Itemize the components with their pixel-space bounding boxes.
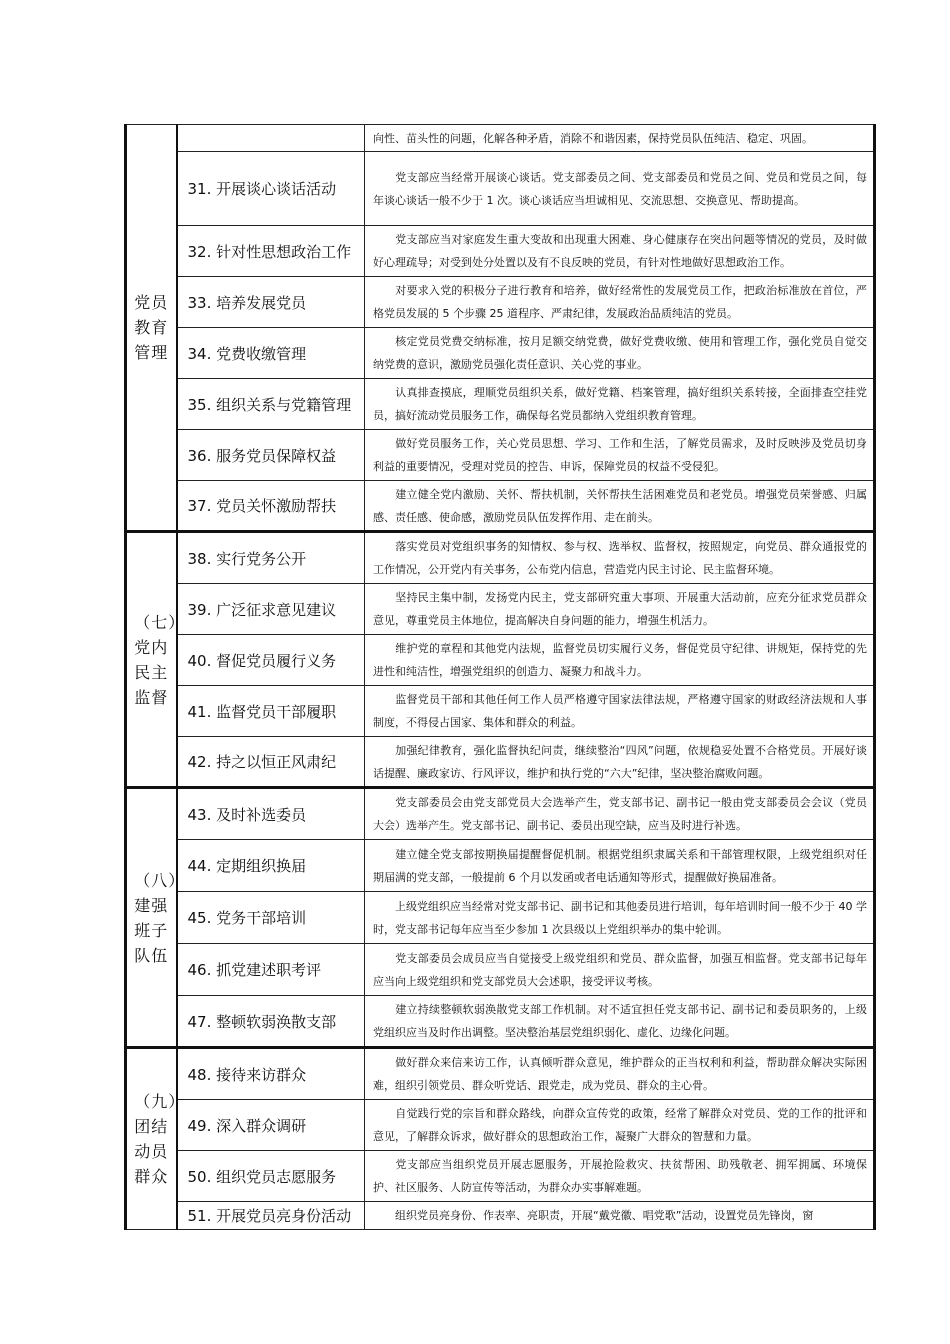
item-description-cell	[365, 1151, 875, 1202]
item-name: 43. 及时补选委员	[187, 805, 307, 824]
category-title: （七）党内民主监督	[134, 612, 186, 707]
item-name: 36. 服务党员保障权益	[187, 446, 337, 465]
table-row	[126, 379, 875, 430]
item-name: 51. 开展党员亮身份活动	[187, 1207, 352, 1225]
item-description-cell	[365, 1100, 875, 1151]
item-name: 46. 抓党建述职考评	[187, 961, 322, 979]
item-name: 49. 深入群众调研	[187, 1116, 307, 1135]
item-description: 党支部应当对家庭发生重大变故和出现重大困难、身心健康存在突出问题等情况的党员，及时做好心理疏导；对受到处分处置以及有不良反映的党员，有针对性地做好思想政治工作。	[373, 233, 867, 269]
table-row	[126, 737, 875, 788]
item-name: 38. 实行党务公开	[187, 549, 307, 568]
item-name: 37. 党员关怀激励帮扶	[187, 497, 337, 515]
item-name-cell	[177, 226, 365, 277]
table-row	[126, 892, 875, 944]
item-description-cell	[365, 584, 875, 635]
item-description: 建立持续整顿软弱涣散党支部工作机制。对不适宜担任党支部书记、副书记和委员职务的，上级党组织应当及时作出调整。坚决整治基层党组织弱化、虚化、边缘化问题。	[373, 1003, 867, 1039]
item-description: 加强纪律教育，强化监督执纪问责，继续整治“四风”问题，依规稳妥处置不合格党员。开展好谈话提醒、廉政家访、行风评议，维护和执行党的“六大”纪律，坚决整治腐败问题。	[373, 743, 867, 780]
item-name: 34. 党费收缴管理	[187, 344, 307, 363]
item-description: 落实党员对党组织事务的知情权、参与权、选举权、监督权，按照规定，向党员、群众通报党的工作情况，公开党内有关事务，公布党内信息，营造党内民主讨论、民主监督环境。	[373, 540, 867, 576]
item-name: 45. 党务干部培训	[187, 909, 307, 927]
item-name-cell	[177, 1048, 365, 1100]
item-description: 核定党员党费交纳标准，按月足额交纳党费，做好党费收缴、使用和管理工作，强化党员自觉交纳党费的意识，激励党员强化责任意识、关心党的事业。	[373, 335, 867, 371]
item-description: 党支部委员会成员应当自觉接受上级党组织和党员、群众监督，加强互相监督。党支部书记每年应当向上级党组织和党支部党员大会述职，接受评议考核。	[373, 951, 867, 988]
item-description-cell	[365, 1202, 875, 1230]
item-description-cell	[365, 996, 875, 1048]
category-title: （九）团结动员群众	[134, 1092, 186, 1186]
table-row	[126, 430, 875, 481]
item-description-cell	[365, 277, 875, 328]
table-row	[126, 328, 875, 379]
item-description-cell	[365, 125, 875, 152]
item-name-cell	[177, 152, 365, 226]
duties-table-sheet	[124, 124, 873, 1230]
item-name-cell	[177, 686, 365, 737]
item-name: 44. 定期组织换届	[187, 857, 307, 875]
category-cell	[126, 532, 186, 788]
item-name-cell	[177, 430, 365, 481]
item-description-cell	[365, 379, 875, 430]
category-title: （八）建强班子队伍	[134, 870, 186, 965]
item-description: 党支部应当组织党员开展志愿服务，开展抢险救灾、扶贫帮困、助残敬老、拥军拥属、环境保护、社区服务、人防宣传等活动，为群众办实事解难题。	[373, 1158, 867, 1194]
item-description-cell	[365, 328, 875, 379]
table-row	[126, 840, 875, 892]
item-description-cell	[365, 226, 875, 277]
item-name-cell	[177, 125, 365, 152]
table-row	[126, 125, 875, 152]
item-description-cell	[365, 788, 875, 840]
item-description: 建立健全党内激励、关怀、帮扶机制，关怀帮扶生活困难党员和老党员。增强党员荣誉感、归属感、责任感、使命感，激励党员队伍发挥作用、走在前头。	[373, 487, 867, 524]
item-description: 自觉践行党的宗旨和群众路线，向群众宣传党的政策，经常了解群众对党员、党的工作的批评和意见，了解群众诉求，做好群众的思想政治工作，凝聚广大群众的智慧和力量。	[373, 1107, 867, 1143]
item-description-cell	[365, 686, 875, 737]
item-name-cell	[177, 584, 365, 635]
item-description: 党支部应当经常开展谈心谈话。党支部委员之间、党支部委员和党员之间、党员和党员之间，每年谈心谈话一般不少于 1 次。谈心谈话应当坦诚相见、交流思想、交换意见、帮助提高。	[373, 170, 867, 207]
item-description: 上级党组织应当经常对党支部书记、副书记和其他委员进行培训，每年培训时间一般不少于 40 学时，党支部书记每年应当至少参加 1 次县级以上党组织举办的集中轮训。	[373, 899, 867, 936]
category-cell	[126, 125, 177, 532]
category-cell	[126, 788, 186, 1048]
item-name: 33. 培养发展党员	[187, 293, 307, 312]
item-name: 47. 整顿软弱涣散支部	[187, 1012, 337, 1031]
item-description-cell	[365, 944, 875, 996]
item-description-cell	[365, 737, 875, 788]
item-name-cell	[177, 328, 365, 379]
item-name: 42. 持之以恒正风肃纪	[187, 753, 337, 771]
item-name: 35. 组织关系与党籍管理	[187, 395, 352, 414]
table-row	[126, 277, 875, 328]
item-description: 做好群众来信来访工作，认真倾听群众意见，维护群众的正当权利和利益，帮助群众解决实际困难，组织引领党员、群众听党话、跟党走，成为党员、群众的主心骨。	[373, 1056, 867, 1092]
table-row	[126, 996, 875, 1048]
item-name: 41. 监督党员干部履职	[187, 702, 337, 721]
item-description: 做好党员服务工作，关心党员思想、学习、工作和生活，了解党员需求，及时反映涉及党员切身利益的重要情况，受理对党员的控告、申诉，保障党员的权益不受侵犯。	[373, 437, 867, 473]
table-row	[126, 1100, 875, 1151]
table-row	[126, 1048, 875, 1100]
item-name: 39. 广泛征求意见建议	[187, 600, 337, 619]
table-row	[126, 532, 875, 584]
item-name-cell	[177, 1100, 365, 1151]
item-description: 认真排查摸底，理顺党员组织关系，做好党籍、档案管理，搞好组织关系转接，全面排查空挂党员，搞好流动党员服务工作，确保每名党员都纳入党组织教育管理。	[373, 386, 867, 422]
item-description: 组织党员亮身份、作表率、亮职责，开展“戴党徽、唱党歌”活动，设置党员先锋岗，窗	[395, 1209, 814, 1222]
item-description: 建立健全党支部按期换届提醒督促机制。根据党组织隶属关系和干部管理权限，上级党组织对任期届满的党支部，一般提前 6 个月以发函或者电话通知等形式，提醒做好换届准备。	[373, 847, 867, 884]
table-row	[126, 944, 875, 996]
item-description: 坚持民主集中制，发扬党内民主，党支部研究重大事项、开展重大活动前，应充分征求党员群众意见，尊重党员主体地位，提高解决自身问题的能力，增强生机活力。	[373, 591, 867, 627]
table-row	[126, 1202, 875, 1230]
item-description-cell	[365, 892, 875, 944]
item-description: 监督党员干部和其他任何工作人员严格遵守国家法律法规，严格遵守国家的财政经济法规和人事制度，不得侵占国家、集体和群众的利益。	[373, 693, 867, 729]
item-description: 向性、苗头性的问题，化解各种矛盾，消除不和谐因素，保持党员队伍纯洁、稳定、巩固。	[373, 131, 813, 145]
item-description-cell	[365, 532, 875, 584]
item-description: 对要求入党的积极分子进行教育和培养，做好经常性的发展党员工作，把政治标准放在首位，严格党员发展的 5 个步骤 25 道程序、严肃纪律，发展政治品质纯洁的党员。	[373, 284, 867, 320]
item-name-cell	[177, 892, 365, 944]
item-name-cell	[177, 996, 365, 1048]
item-description-cell	[365, 635, 875, 686]
item-description: 维护党的章程和其他党内法规，监督党员切实履行义务，督促党员守纪律、讲规矩，保持党的先进性和纯洁性，增强党组织的创造力、凝聚力和战斗力。	[373, 642, 867, 678]
item-name-cell	[177, 379, 365, 430]
item-description-cell	[365, 1048, 875, 1100]
item-name-cell	[177, 277, 365, 328]
table-row	[126, 481, 875, 532]
item-name: 50. 组织党员志愿服务	[187, 1167, 337, 1186]
item-name: 32. 针对性思想政治工作	[187, 242, 352, 261]
item-name-cell	[177, 788, 365, 840]
table-row	[126, 788, 875, 840]
item-description-cell	[365, 152, 875, 226]
item-name-cell	[177, 481, 365, 532]
category-cell	[126, 1048, 186, 1230]
item-description-cell	[365, 430, 875, 481]
item-description: 党支部委员会由党支部党员大会选举产生，党支部书记、副书记一般由党支部委员会会议（党员大会）选举产生。党支部书记、副书记、委员出现空缺，应当及时进行补选。	[373, 796, 867, 832]
item-name-cell	[177, 840, 365, 892]
item-name: 40. 督促党员履行义务	[187, 651, 337, 670]
table-row	[126, 635, 875, 686]
table-row	[126, 226, 875, 277]
table-row	[126, 584, 875, 635]
item-name: 31. 开展谈心谈话活动	[187, 180, 337, 198]
item-name-cell	[177, 737, 365, 788]
item-name-cell	[177, 635, 365, 686]
item-name-cell	[177, 1151, 365, 1202]
table-row	[126, 152, 875, 226]
item-name-cell	[177, 532, 365, 584]
item-description-cell	[365, 840, 875, 892]
item-name-cell	[177, 1202, 365, 1230]
table-row	[126, 686, 875, 737]
table-row	[126, 1151, 875, 1202]
item-name: 48. 接待来访群众	[187, 1065, 307, 1084]
party-branch-duties-table	[124, 124, 876, 1230]
item-description-cell	[365, 481, 875, 532]
item-name-cell	[177, 944, 365, 996]
category-title: 党员教育管理	[134, 293, 169, 362]
